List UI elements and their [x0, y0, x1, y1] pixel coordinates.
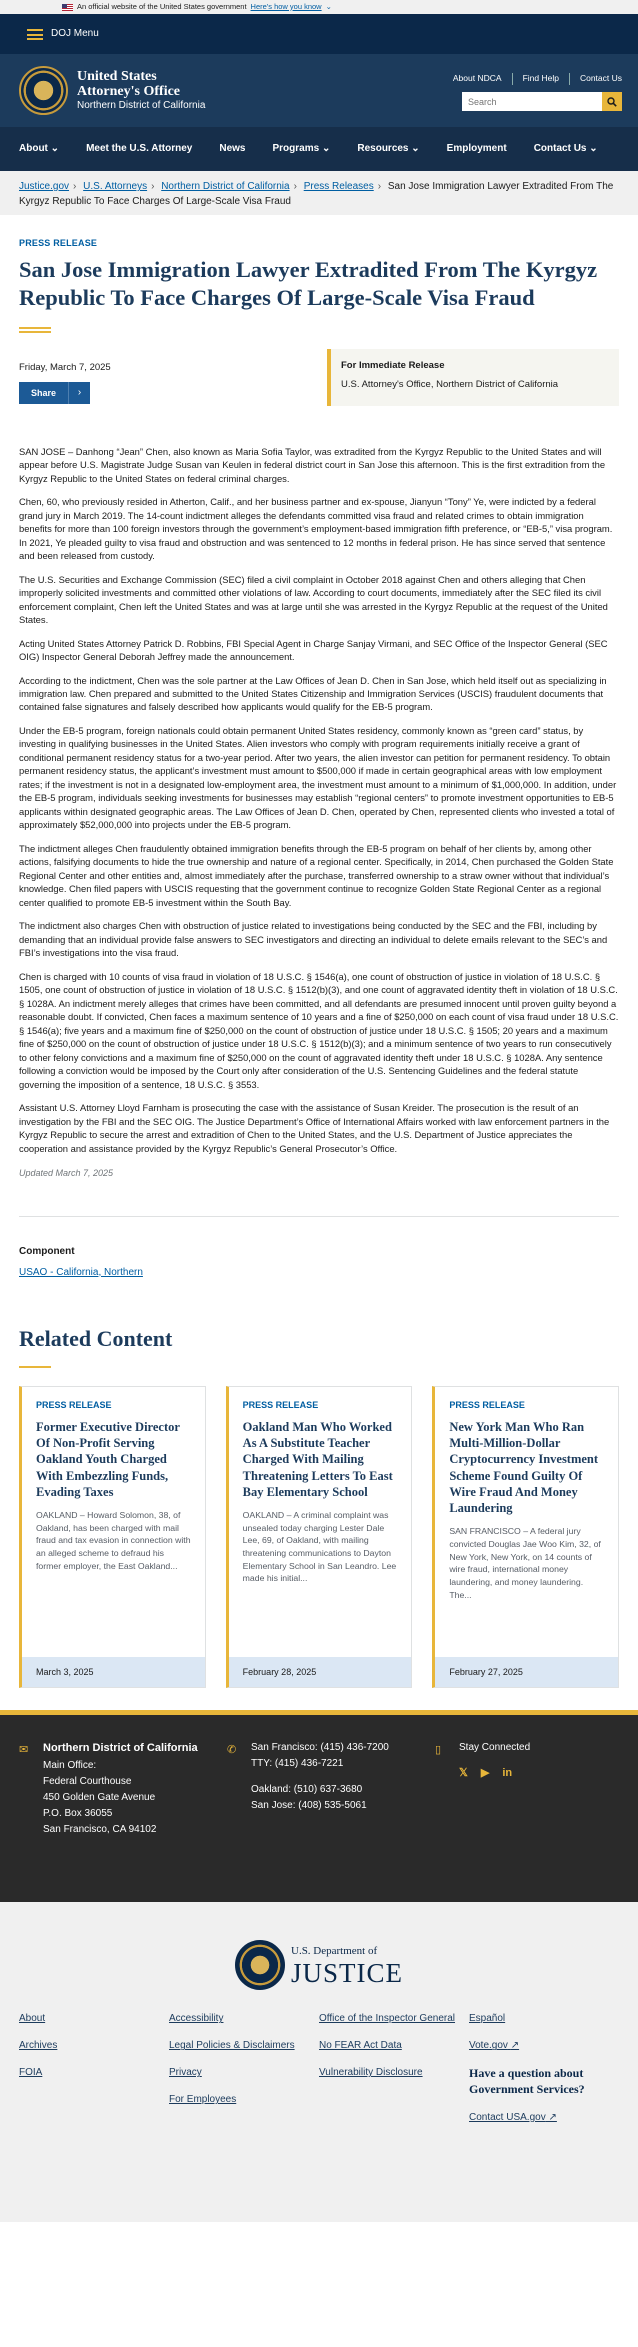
breadcrumb-separator: › [293, 181, 297, 192]
breadcrumb-justice-gov[interactable]: Justice.gov [19, 181, 70, 192]
search-input[interactable] [462, 92, 602, 111]
breadcrumb-us-attorneys[interactable]: U.S. Attorneys [83, 181, 148, 192]
phone-icon: ✆ [227, 1744, 237, 1757]
footer-address-line: 450 Golden Gate Avenue [43, 1791, 156, 1803]
footer-link-vote[interactable] [469, 2039, 619, 2053]
card-date: March 3, 2025 [22, 1657, 205, 1687]
breadcrumb-separator: › [73, 181, 77, 192]
linkedin-icon[interactable]: in [502, 1767, 513, 1780]
article-paragraph: Chen is charged with 10 counts of visa fraud in violation of 18 U.S.C. § 1546(a), one count of obstruction of justice in violation of 18 U.S.C. § 1505, one count of obstruction of justice in violation of 18 U.S.C. § 1512(b)(3), and one count of aggravated identity theft in violation of 18 U.S.C. § 1028A. An indictment merely alleges that crimes have been committed, and all defendants are presumed innocent until proven guilty beyond a reasonable doubt. If convicted, Chen faces a maximum sentence of 10 years and a fine of $250,000 on each count of visa fraud under 18 U.S.C. § 1546(a); five years and a maximum fine of $250,000 on the count of obstruction of justice under 18 U.S.C. § 1505; 20 years and a maximum fine of $250,000 on the count of obstruction of justice under 18 U.S.C. § 1512(b)(3); and a minimum sentence of two years to run consecutively to other felony convictions and a maximum fine of $250,000 on the count of aggravated identity theft under 18 U.S.C. § 1028A. Any sentence following a conviction would be imposed by the Court only after consideration of the U.S. Sentencing Guidelines and the federal statute governing the imposition of a sentence, 18 U.S.C. § 3553. [19, 970, 619, 1090]
nav-label: Programs [272, 143, 320, 154]
search-icon [607, 97, 617, 107]
chevron-down-icon: ⌄ [589, 143, 598, 154]
article-paragraph: According to the indictment, Chen was the sole partner at the Law Offices of Jean D. Chen in San Jose, which held itself out as specializing in immigration law. Chen prepared and submitted to the United States Citizenship and Immigration Services (USCIS) fraudulent documents that contained false signatures and falsely described how applicants would qualify for the EB-5 program. [19, 674, 607, 713]
office-line-3: Northern District of California [77, 100, 206, 112]
stay-connected-label: Stay Connected [459, 1742, 531, 1754]
contact-us-link[interactable]: Contact Us [569, 73, 622, 85]
card-title[interactable]: New York Man Who Ran Multi-Million-Dollar Cryptocurrency Investment Scheme Found Guilty Of Wire Fraud And Money Laundering [449, 1419, 599, 1516]
footer-link-accessibility[interactable]: Accessibility [169, 2013, 224, 2025]
article-kicker: PRESS RELEASE [19, 238, 98, 248]
nav-label: About [19, 143, 48, 154]
card-title[interactable]: Oakland Man Who Worked As A Substitute Teacher Charged With Mailing Threatening Letters To East Bay Elementary School [242, 1419, 393, 1499]
gold-divider [19, 1366, 51, 1368]
main-nav [0, 127, 638, 171]
office-line-2: Attorney's Office [77, 84, 181, 99]
card-kicker: PRESS RELEASE [242, 1400, 319, 1411]
footer-address [19, 1740, 198, 1838]
nav-programs[interactable] [273, 142, 331, 156]
gold-divider [19, 327, 51, 333]
footer-link-privacy[interactable]: Privacy [169, 2067, 202, 2079]
footer-link-no-fear[interactable]: No FEAR Act Data [319, 2040, 402, 2052]
article [0, 237, 638, 1688]
x-icon[interactable]: 𝕏 [459, 1767, 468, 1780]
about-ndca-link[interactable]: About NDCA [452, 73, 502, 83]
doj-menu-label[interactable]: DOJ Menu [51, 28, 99, 39]
chevron-right-icon[interactable]: › [68, 382, 90, 404]
gov-banner [0, 0, 638, 14]
nav-meet-us-attorney[interactable]: Meet the U.S. Attorney [86, 143, 193, 154]
nav-about[interactable] [19, 142, 59, 156]
card-excerpt: OAKLAND – A criminal complaint was unsealed today charging Lester Dale Lee, 69, of Oakland, with mailing threatening communications to Dayton Elementary School in San Leandro. Lee made his initial... [242, 1510, 397, 1584]
footer-link-archives[interactable]: Archives [19, 2040, 58, 2052]
breadcrumb-separator: › [377, 181, 382, 192]
article-paragraph: Acting United States Attorney Patrick D. Robbins, FBI Special Agent in Charge Sanjay Virmani, and SEC Office of the Inspector General (SEC OIG) Inspector General Deborah Jeffrey made the announcement. [19, 637, 608, 663]
nav-resources[interactable] [357, 142, 419, 156]
article-paragraph: Under the EB-5 program, foreign nationals could obtain permanent United States residency, commonly known as “green card” status, by investing in qualifying businesses in the United States. Alien investors who comply with program requirements initially receive a grant of conditional permanent residency status for a two-year period. After two years, the alien investor can petition for permanent residency. To obtain permanent residency status, the applicant’s investment must amount to $500,000 if made in certain geographical areas with low employment rates; if the investment is not in a designated low-employment area, the investment must amount to a minimum of $1,000,000. In addition, under the EB-5 program, individuals seeking investments for businesses may establish “regional centers” to promote investment opportunities to EB-5 applicants within designated geographic areas. The Law Offices of Jean D. Chen, operated by Chen, represented clients who invested a total of approximately $52,000,000 into projects under the EB-5 program. [19, 724, 617, 831]
doj-seal-icon [235, 1940, 285, 1990]
footer-phone[interactable]: San Francisco: (415) 436-7200 [251, 1742, 389, 1754]
find-help-link[interactable]: Find Help [512, 73, 559, 85]
related-card[interactable] [432, 1386, 619, 1688]
article-paragraph: SAN JOSE – Danhong “Jean” Chen, also known as Maria Sofia Taylor, was extradited from the Kyrgyz Republic to the United States and will appear before U.S. Magistrate Judge Susan van Keulen in federal district court in San Jose this afternoon. This is the first extradition from the Kyrgyz Republic to the United States on federal criminal charges. [19, 445, 606, 484]
site-header [0, 54, 638, 127]
nav-label: Contact Us [533, 143, 587, 154]
footer-social [435, 1740, 531, 1783]
card-excerpt: SAN FRANCISCO – A federal jury convicted Douglas Jae Woo Kim, 32, of New York, New York, on 14 counts of wire fraud, international money laundering, and money laundering. The... [449, 1526, 601, 1600]
card-date: February 28, 2025 [229, 1657, 412, 1687]
breadcrumb-current: San Jose Immigration Lawyer Extradited From The Kyrgyz Republic To Face Charges Of Large-Scale Visa Fraud [19, 181, 614, 207]
youtube-icon[interactable]: ▶ [480, 1767, 490, 1780]
footer-link-about[interactable]: About [19, 2013, 46, 2025]
mail-icon: ✉ [19, 1744, 29, 1757]
doj-logo[interactable] [235, 1940, 403, 1990]
breadcrumb [0, 171, 638, 215]
footer-address-line: San Francisco, CA 94102 [43, 1823, 157, 1835]
share-button[interactable] [19, 382, 111, 404]
footer-office: Northern District of California [43, 1742, 198, 1755]
article-paragraph: Chen, 60, who previously resided in Atherton, Calif., and her business partner and ex-spouse, Jianyun “Tony” Ye, were indicted by a federal grand jury in March 2019. The 14-count indictment alleges the defendants committed visa fraud and related crimes to obtain immigration benefits for more than 100 foreign investors through the government’s employment-based immigration fifth preference, or “EB-5,” visa program. In 2021, Ye pleaded guilty to visa fraud and obstruction and was sentenced to 12 months in federal prison. He has since served that sentence and been released from custody. [19, 496, 613, 562]
page-title: San Jose Immigration Lawyer Extradited From The Kyrgyz Republic To Face Charges Of Large-Scale Visa Fraud [19, 256, 598, 311]
chevron-down-icon: ⌄ [325, 1, 332, 11]
release-office: U.S. Attorney's Office, Northern District of California [341, 379, 559, 391]
article-meta [19, 349, 619, 406]
nav-news[interactable]: News [219, 143, 246, 154]
search-button[interactable] [602, 92, 622, 111]
utility-links [453, 73, 622, 85]
doj-logo-line-1: U.S. Department of [291, 1945, 378, 1958]
footer-phone[interactable]: San Jose: (408) 535-5061 [251, 1800, 367, 1812]
article-paragraph: The indictment also charges Chen with obstruction of justice related to investigations being conducted by the SEC and the FBI, including by demanding that an individual provide false answers to SEC investigators and directing an individual to delete emails relevant to the SEC’s and FBI’s investigations into the visa fraud. [19, 920, 608, 959]
mobile-icon: ▯ [435, 1744, 442, 1757]
component-heading: Component [19, 1245, 75, 1257]
breadcrumb-separator: › [151, 181, 155, 192]
component-link[interactable]: USAO - California, Northern [19, 1266, 143, 1278]
contact-usa-gov-link[interactable] [469, 2111, 619, 2125]
hamburger-menu-icon[interactable] [27, 29, 43, 40]
chevron-down-icon: ⌄ [411, 143, 420, 154]
related-cards [19, 1386, 619, 1688]
article-paragraph: Assistant U.S. Attorney Lloyd Farnham is prosecuting the case with the assistance of Susan Kreider. The prosecution is the result of an investigation by the FBI and the SEC OIG. The Justice Department’s Office of International Affairs worked with law enforcement partners in the Kyrgyz Republic to secure the arrest and extradition of Chen to the United States, and the U.S. Department of Justice appreciates the cooperation and assistance provided by the Kyrgyz Republic’s General Prosecutor’s Office. [19, 1102, 610, 1154]
footer-link-legal[interactable]: Legal Policies & Disclaimers [169, 2040, 295, 2052]
article-paragraph: The U.S. Securities and Exchange Commission (SEC) filed a civil complaint in October 2018 against Chen and others alleging that Chen improperly solicited investments and committed other violations of law. According to court documents, immediately after the SEC filed its civil enforcement complaint, Chen left the United States and was at large until she was arrested in the Kyrgyz Republic at the request of the United States. [19, 573, 608, 626]
divider [19, 1216, 619, 1217]
release-box [327, 349, 619, 406]
contact-usa-gov-label: Contact USA.gov [469, 2111, 546, 2123]
vote-label: Vote.gov [469, 2040, 508, 2052]
us-flag-icon [62, 4, 73, 11]
nav-employment[interactable]: Employment [446, 143, 507, 154]
breadcrumb-press-releases[interactable]: Press Releases [303, 181, 374, 192]
external-link-icon: ↗ [548, 2111, 557, 2123]
footer-address-line: P.O. Box 36055 [43, 1807, 113, 1819]
footer-phones [227, 1740, 389, 1814]
footer-gold-bar [0, 1710, 638, 1715]
related-heading: Related Content [19, 1325, 173, 1351]
nav-label: Resources [357, 143, 409, 154]
footer-link-foia[interactable]: FOIA [19, 2067, 43, 2079]
chevron-down-icon: ⌄ [321, 143, 331, 154]
article-date: Friday, March 7, 2025 [19, 361, 111, 373]
doj-footer-links [19, 2012, 619, 2137]
gov-banner-text: An official website of the United States government [77, 1, 247, 11]
card-excerpt: OAKLAND – Howard Solomon, 38, of Oakland, has been charged with mail fraud and tax evasion in connection with an alleged scheme to defraud his former employer, the East Oakland... [36, 1510, 191, 1571]
footer-phone[interactable]: Oakland: (510) 637-3680 [251, 1784, 363, 1796]
article-body [19, 445, 619, 1155]
external-link-icon: ↗ [510, 2040, 520, 2052]
footer-link-vulnerability[interactable]: Vulnerability Disclosure [319, 2067, 423, 2079]
card-title[interactable]: Former Executive Director Of Non-Profit Serving Oakland Youth Charged With Embezzling Funds, Evading Taxes [36, 1419, 180, 1499]
footer-link-employees[interactable]: For Employees [169, 2094, 237, 2106]
footer-phone[interactable]: TTY: (415) 436-7221 [251, 1758, 344, 1770]
doj-footer [0, 1902, 638, 2222]
footer-link-espanol[interactable]: Español [469, 2013, 506, 2025]
heres-how-you-know-link[interactable]: Here's how you know [250, 1, 322, 11]
site-footer [0, 1710, 638, 1902]
search-box [462, 92, 622, 111]
doj-menu-bar[interactable] [0, 14, 638, 54]
card-kicker: PRESS RELEASE [36, 1400, 112, 1411]
nav-contact-us[interactable] [534, 142, 598, 156]
related-card[interactable] [226, 1386, 413, 1688]
chevron-down-icon: ⌄ [50, 143, 60, 154]
office-line-1: United States [77, 68, 157, 84]
related-card[interactable] [19, 1386, 206, 1688]
footer-link-oig[interactable]: Office of the Inspector General [319, 2013, 456, 2025]
footer-address-line: Federal Courthouse [43, 1775, 132, 1787]
government-services-question: Have a question about Government Services? [469, 2066, 585, 2096]
footer-main-office: Main Office: [43, 1759, 97, 1771]
share-label[interactable]: Share [19, 382, 68, 404]
release-title: For Immediate Release [341, 359, 445, 371]
card-date: February 27, 2025 [435, 1657, 618, 1687]
updated-date: Updated March 7, 2025 [19, 1168, 114, 1178]
card-kicker: PRESS RELEASE [449, 1400, 525, 1411]
doj-logo-line-2: JUSTICE [291, 1957, 404, 1988]
article-paragraph: The indictment alleges Chen fraudulently obtained immigration benefits through the EB-5 program on behalf of her clients by, among other actions, falsifying documents to hide the true ownership and nature of a regional center. Specifically, in 2014, Chen purchased the Golden State Regional Center and other entities and, almost immediately after the purchase, transferred ownership to a straw owner without that individual’s knowledge. Chen filed papers with USCIS requesting that the government continue to recognize Golden State Regional Center as a regional center qualified to promote EB-5 investment within the South Bay. [19, 842, 614, 908]
breadcrumb-ndca[interactable]: Northern District of California [161, 181, 290, 192]
doj-seal-icon[interactable] [19, 66, 68, 115]
office-title[interactable] [77, 69, 205, 113]
